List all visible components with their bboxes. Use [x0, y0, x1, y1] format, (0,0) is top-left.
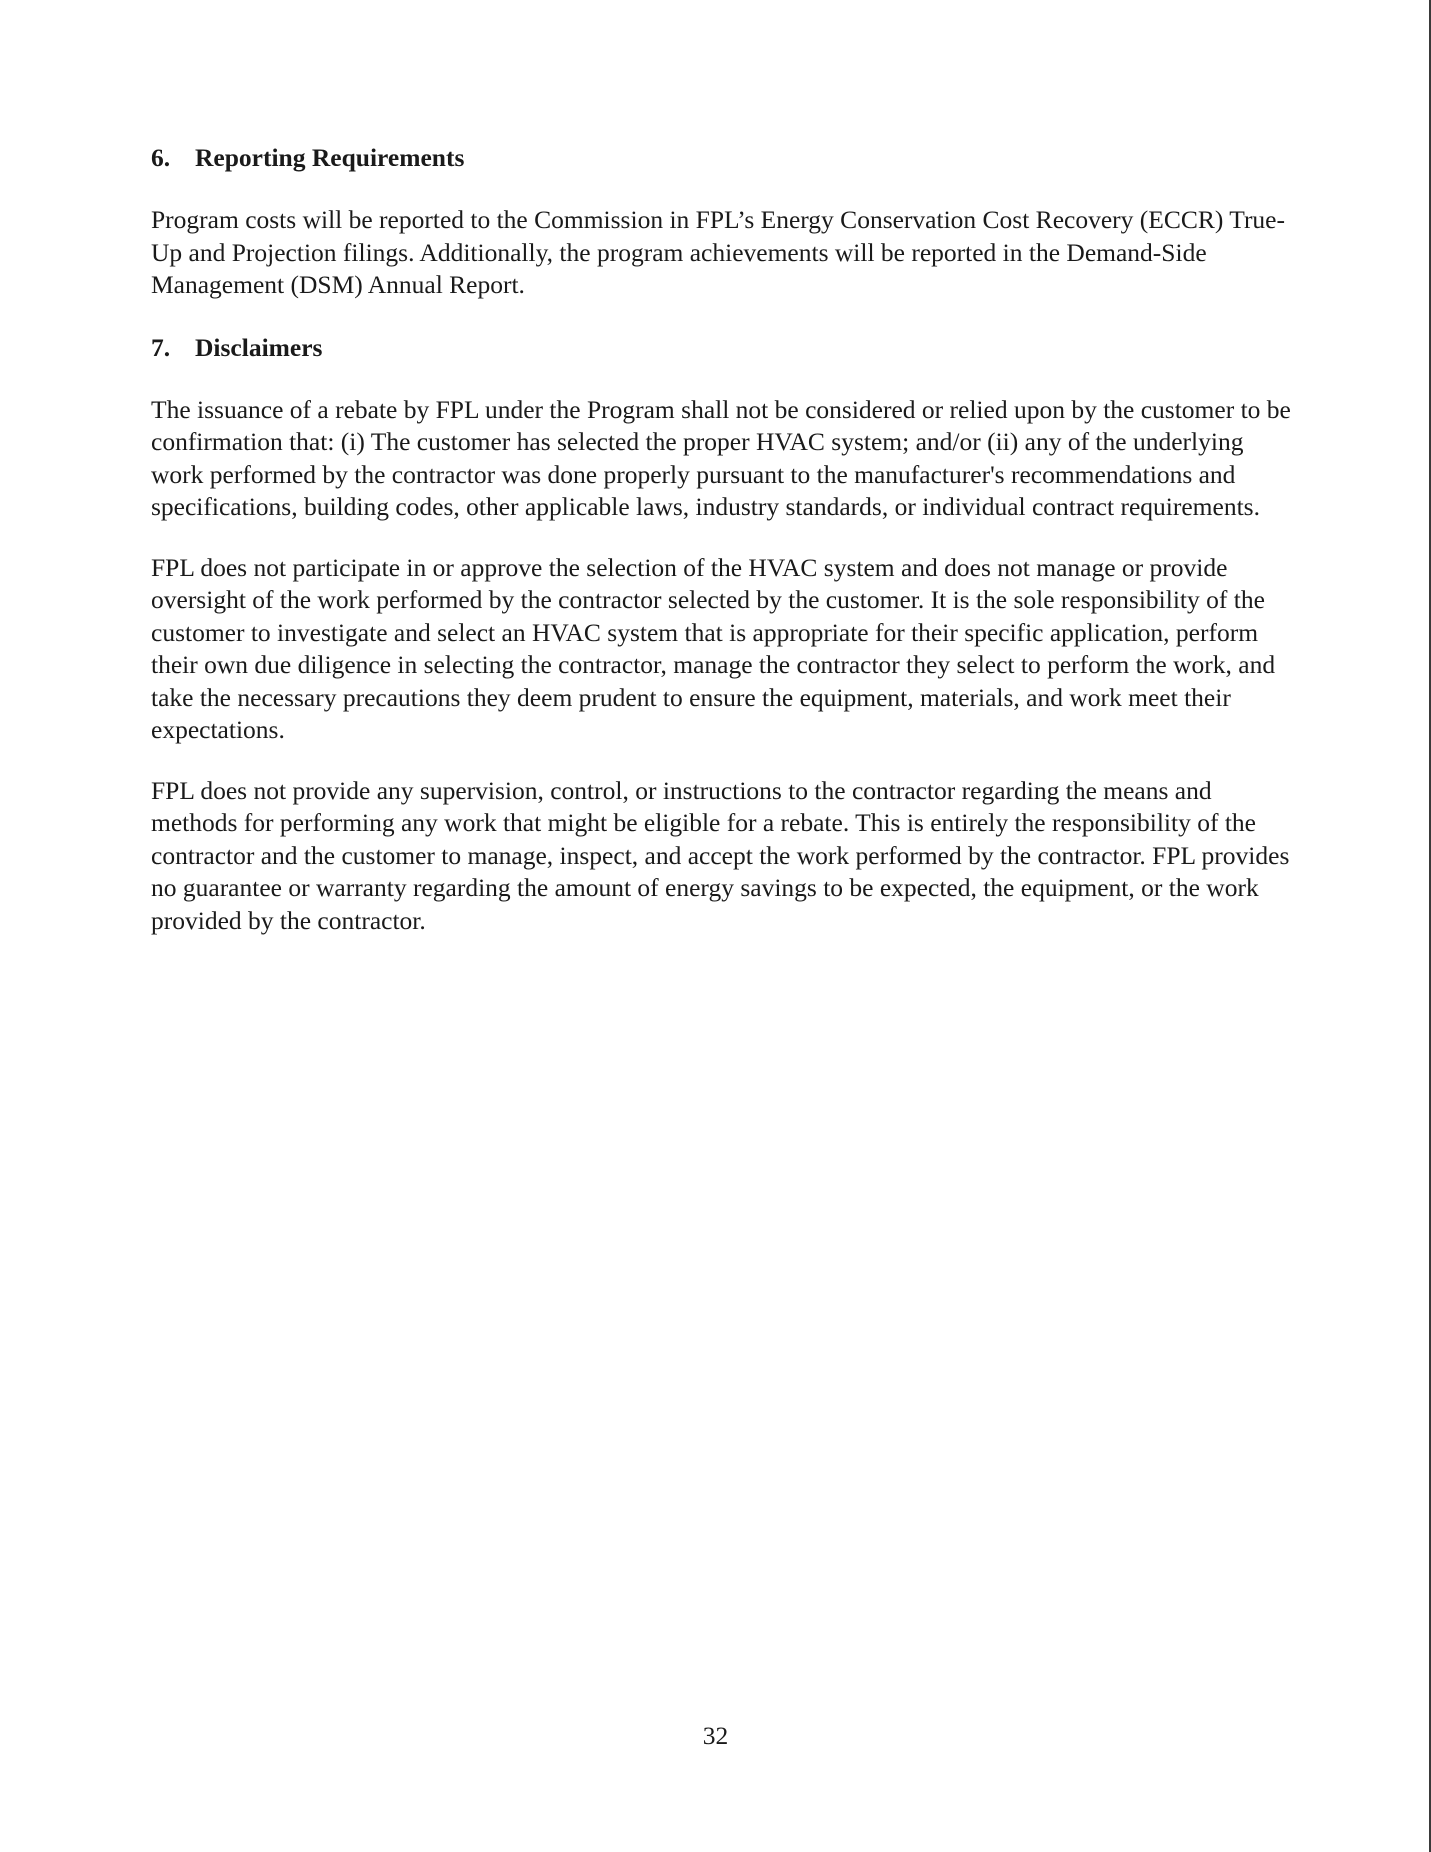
section-title: Reporting Requirements [195, 143, 465, 172]
paragraph-disclaimer-rebate: The issuance of a rebate by FPL under the Program shall not be considered or relied upon by the customer to be confirmation that: (i) The customer has selected the proper HVAC system; and/or (ii) any of the underlying work performed by the contractor was done properly pursuant to the manufacturer's recommendations and specifications, building codes, other applicable laws, industry standards, or individual contract requirements. [151, 394, 1291, 521]
section-number: 6. [151, 143, 171, 172]
section-number: 7. [151, 332, 171, 362]
document-body [151, 142, 1291, 965]
section-title: Disclaimers [195, 332, 323, 362]
paragraph-reporting: Program costs will be reported to the Commission in FPL’s Energy Conservation Cost Recovery (ECCR) True-Up and Projection filings. Additionally, the program achievements will be reported in the Demand-Side Management (DSM) Annual Report. [151, 205, 1285, 299]
page-number: 32 [702, 1721, 729, 1750]
section-heading-reporting-requirements [151, 142, 1291, 174]
paragraph-disclaimer-selection: FPL does not participate in or approve the selection of the HVAC system and does not manage or provide oversight of the work performed by the contractor selected by the customer. It is the sole responsibility of the customer to investigate and select an HVAC system that is appropriate for their specific application, perform their own due diligence in selecting the contractor, manage the contractor they select to perform the work, and take the necessary precautions they deem prudent to ensure the equipment, materials, and work meet their expectations. [151, 552, 1276, 744]
paragraph-disclaimer-supervision: FPL does not provide any supervision, control, or instructions to the contractor regarding the means and methods for performing any work that might be eligible for a rebate. This is entirely the responsibility of the contractor and the customer to manage, inspect, and accept the work performed by the contractor. FPL provides no guarantee or warranty regarding the amount of energy savings to be expected, the equipment, or the work provided by the contractor. [151, 775, 1290, 935]
section-heading-disclaimers [151, 332, 1291, 364]
